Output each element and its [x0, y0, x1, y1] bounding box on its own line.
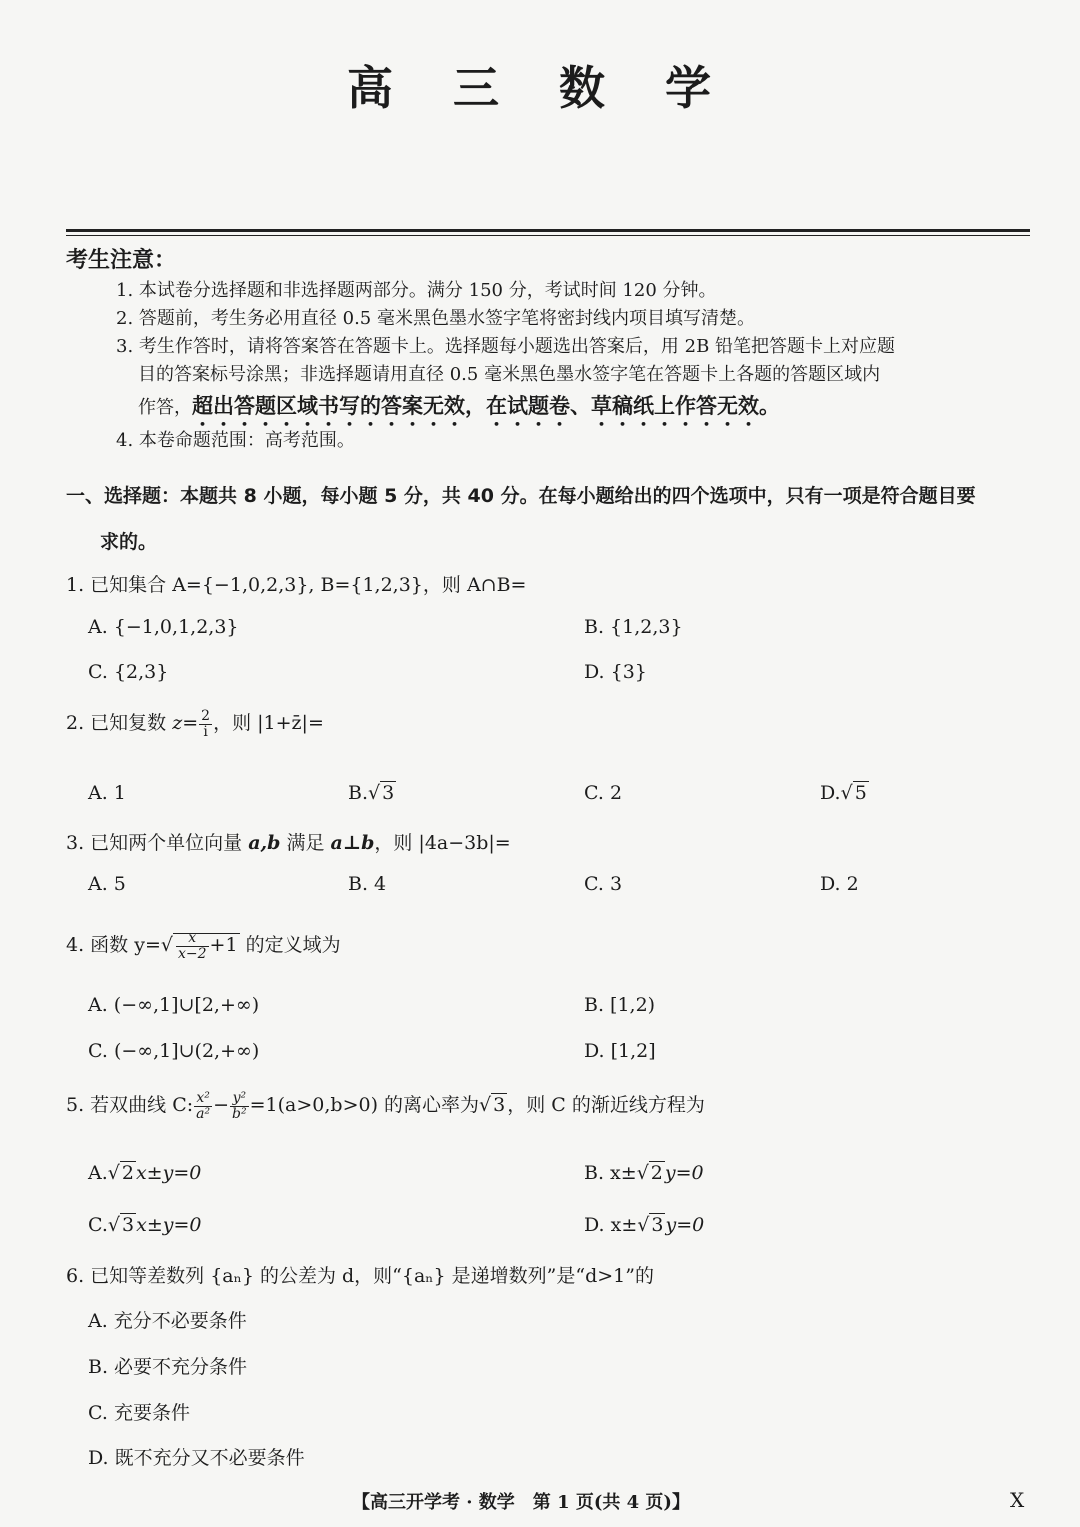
- section-heading-cont: 求的。: [100, 531, 158, 553]
- question-5-option-d-label: D. x±: [584, 1214, 638, 1236]
- question-1-option-b: B. {1,2,3}: [584, 616, 683, 638]
- page-title: 高 三 数 学: [346, 61, 734, 115]
- question-4-stem: 4. 函数 y=√ $\frac{x}{x-2}$ +1 的定义域为: [66, 929, 341, 962]
- question-2-option-a: A. 1: [88, 782, 126, 804]
- question-5-fraction-x-den: a²: [196, 1105, 211, 1122]
- question-5-minus: −: [213, 1094, 230, 1116]
- question-5-option-a-tail: x±y=0: [135, 1162, 202, 1184]
- question-3-lead: 3. 已知两个单位向量: [66, 832, 249, 854]
- question-2-option-b-radicand: 3: [382, 782, 395, 804]
- question-3-stem: [66, 828, 511, 855]
- question-2-option-d-label: D.: [820, 782, 841, 804]
- section-heading: 一、选择题：本题共 8 小题，每小题 5 分，共 40 分。在每小题给出的四个选项中，只有一项是符合题目要: [66, 485, 976, 507]
- question-4-tail: 的定义域为: [239, 934, 341, 956]
- question-2-stem: [66, 708, 324, 740]
- question-1-option-c: C. {2,3}: [88, 661, 169, 683]
- question-4-denominator: x−2: [177, 945, 207, 962]
- question-2-denominator: i: [203, 723, 208, 740]
- question-5-fraction-y-den: b²: [232, 1105, 247, 1122]
- question-3-vectors: a,b: [248, 832, 281, 854]
- question-6-option-c: C. 充要条件: [88, 1402, 190, 1424]
- question-5-option-d-radicand: 3: [651, 1214, 664, 1236]
- question-4-fraction: [176, 931, 209, 962]
- question-4-radical: [173, 929, 240, 962]
- question-3-mid: 满足: [280, 832, 331, 854]
- question-6-option-a: A. 充分不必要条件: [88, 1310, 247, 1332]
- question-4-numerator: x: [176, 931, 209, 947]
- question-5-mid: =1(a>0,b>0) 的离心率为: [249, 1094, 480, 1116]
- question-2-eq: =: [182, 712, 199, 734]
- question-2-option-d-radicand: 5: [854, 782, 867, 804]
- question-5-option-c-label: C.: [88, 1214, 108, 1236]
- question-5-option-b-tail: y=0: [664, 1162, 704, 1184]
- question-3-option-c: C. 3: [584, 873, 623, 895]
- question-1-stem: 1. 已知集合 A={−1,0,2,3}, B={1,2,3}，则 A∩B=: [66, 574, 527, 596]
- question-2-fraction: [199, 709, 212, 740]
- question-4-option-c: C. (−∞,1]∪(2,+∞): [88, 1040, 260, 1062]
- question-5-tail: ，则 C 的渐近线方程为: [507, 1094, 705, 1116]
- question-5-option-b-radicand: 2: [650, 1162, 663, 1184]
- question-5-option-c-radicand: 3: [122, 1214, 135, 1236]
- question-6-stem: 6. 已知等差数列 {aₙ} 的公差为 d，则“{aₙ} 是递增数列”是“d>1”的: [66, 1265, 654, 1287]
- notice-item-1: 1. 本试卷分选择题和非选择题两部分。满分 150 分，考试时间 120 分钟。: [116, 280, 717, 301]
- question-4-plus: +1: [209, 934, 238, 956]
- question-5-option-a-radicand: 2: [121, 1162, 134, 1184]
- notice-emphasis: 超出答题区域书写的答案无效，在试题卷、草稿纸上作答无效。: [192, 394, 780, 418]
- question-3-perp: a⊥b: [330, 832, 375, 854]
- notice-heading: 考生注意：: [66, 248, 177, 273]
- question-5-fraction-y-num: y²: [230, 1091, 249, 1107]
- version-mark: X: [1010, 1488, 1025, 1512]
- notice-item-3-end: [138, 390, 780, 431]
- question-2-numerator: 2: [201, 707, 211, 724]
- question-5-fraction-x: [194, 1091, 212, 1122]
- question-4-lead: 4. 函数 y=: [66, 934, 161, 956]
- question-2-option-b-label: B.: [348, 782, 369, 804]
- header-rule-thin: [66, 235, 1030, 236]
- question-5-stem: 5. 若双曲线 C: $\frac{\text{x²}}{\text{a²}}$ − $\frac{\text{y²}}{\text{b²}}$ =1(a>0,b>0) 的离心率为√ 3 ，则 C 的渐近线方程为: [66, 1089, 705, 1122]
- question-2-lead: 2. 已知复数: [66, 712, 173, 734]
- question-5-option-c: C.√ 3 x±y=0: [88, 1214, 202, 1236]
- question-3-option-d: D. 2: [820, 873, 859, 895]
- question-5-option-d: D. x±√ 3 y=0: [584, 1214, 705, 1236]
- question-2-tail: ，则 |1+z̄|=: [213, 712, 324, 734]
- question-5-option-a-label: A.: [88, 1162, 108, 1184]
- question-4-option-d: D. [1,2]: [584, 1040, 656, 1062]
- question-5-option-b-label: B. x±: [584, 1162, 637, 1184]
- notice-item-2: 2. 答题前，考生务必用直径 0.5 毫米黑色墨水签字笔将密封线内项目填写清楚。: [116, 308, 755, 329]
- notice-item-3: 3. 考生作答时，请将答案答在答题卡上。选择题每小题选出答案后，用 2B 铅笔把答题卡上对应题: [116, 336, 896, 357]
- header-rule-thick: [66, 229, 1030, 232]
- page-footer: 【高三开学考 · 数学 第 1 页(共 4 页)】: [352, 1492, 690, 1513]
- question-5-option-d-tail: y=0: [665, 1214, 705, 1236]
- question-5-option-c-tail: x±y=0: [136, 1214, 202, 1236]
- question-5-fraction-y: [230, 1091, 249, 1122]
- question-5-option-a: A.√ 2 x±y=0: [88, 1162, 202, 1184]
- question-2-var: z: [172, 712, 183, 734]
- question-6-option-b: B. 必要不充分条件: [88, 1356, 248, 1378]
- question-4-option-b: B. [1,2): [584, 994, 656, 1016]
- question-5-fraction-x-num: x²: [194, 1091, 212, 1107]
- question-5-radicand: 3: [493, 1094, 506, 1116]
- notice-item-4: 4. 本卷命题范围：高考范围。: [116, 430, 355, 451]
- question-1-option-d: D. {3}: [584, 661, 647, 683]
- question-2-option-d: D.√ 5: [820, 782, 867, 804]
- question-2-option-c: C. 2: [584, 782, 623, 804]
- question-3-option-a: A. 5: [88, 873, 126, 895]
- question-6-option-d: D. 既不充分又不必要条件: [88, 1447, 305, 1469]
- question-5-option-b: B. x±√ 2 y=0: [584, 1162, 704, 1184]
- question-1-option-a: A. {−1,0,1,2,3}: [88, 616, 239, 638]
- question-4-option-a: A. (−∞,1]∪[2,+∞): [88, 994, 260, 1016]
- question-5-lead: 5. 若双曲线 C:: [66, 1094, 194, 1116]
- notice-item-3-cont: 目的答案标号涂黑；非选择题请用直径 0.5 毫米黑色墨水签字笔在答题卡上各题的答题区域内: [138, 364, 881, 385]
- question-3-option-b: B. 4: [348, 873, 387, 895]
- question-3-tail: ，则 |4a−3b|=: [374, 832, 511, 854]
- notice-item-3-lead: 作答，: [138, 397, 192, 418]
- question-2-option-b: B.√ 3: [348, 782, 395, 804]
